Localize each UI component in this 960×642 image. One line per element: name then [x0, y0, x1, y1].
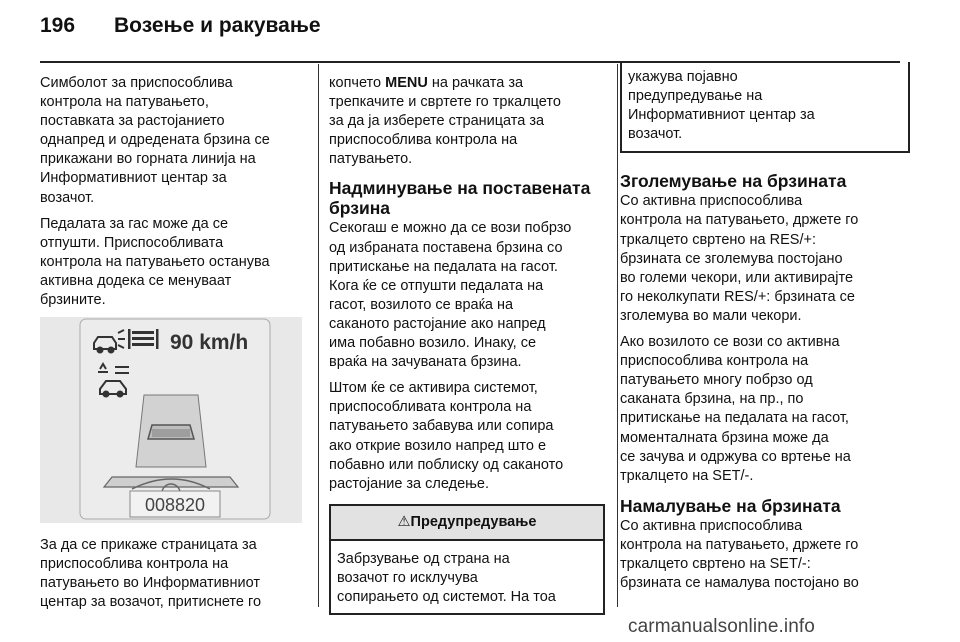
- paragraph-overtaking: Секогаш е можно да се вози побрзо од избраната поставена брзина со притискање на педалата на гасот. Кога ќе се отпушти педалата на гасот, возилото се враќа на саканото растојание ако напред има побавно возило. Инаку, се враќа на зачуваната брзина.: [329, 220, 572, 371]
- warning-header: [331, 506, 603, 541]
- paragraph-increase-speed: Со активна приспособлива контрола на патувањето, држете го тркалцето свртено на RES/+: брзината се зголемува постојано во големи чекори, или активирајте го неколкупати RES/+: брзината се зголемува во мали чекори.: [620, 193, 859, 324]
- paragraph-pedal: Педалата за гас може да се отпушти. Приспособливата контрола на патувањето останува активна додека се менуваат брзините.: [40, 215, 270, 309]
- menu-key-label: MENU: [385, 75, 428, 91]
- page-title: Возење и ракување: [114, 14, 321, 37]
- column-1: [40, 74, 306, 620]
- distance-bars-icon: [128, 329, 159, 349]
- warning-box-continued: укажува појавно предупредување на Информативниот центар за возачот.: [620, 62, 910, 153]
- section-heading-increase-speed: Зголемување на брзината: [620, 171, 847, 192]
- paragraph-menu-button: [329, 74, 605, 169]
- warning-box: [329, 504, 605, 615]
- warning-body: Забрзување од страна на возачот го исклучува сопирањето од системот. На тоа: [337, 550, 556, 606]
- watermark: carmanualsonline.info: [628, 616, 815, 637]
- column-divider-2: [617, 64, 618, 607]
- warning-title: Предупредување: [410, 513, 537, 530]
- paragraph-braking: Штом ќе се активира системот, приспособливата контрола на патувањето забавува или сопира ако открие возило напред што е побавно или поблиску од саканото растојание за следење.: [329, 380, 564, 492]
- paragraph-store-speed: Ако возилото се вози со активна приспособлива контрола на патувањето многу побрзо од саканата брзина, на пр., по притискање на педалата на гасот, моменталната брзина може да се зачува и одржува со вртење на тркалцето на SET/-.: [620, 334, 851, 484]
- paragraph-decrease-speed: Со активна приспособлива контрола на патувањето, држете го тркалцето свртено на SET/-: брзината се намалува постојано во: [620, 517, 859, 592]
- paragraph-display-page: За да се прикаже страницата за приспособлива контрола на патувањето во Информативниот центар за возачот, притиснете го: [40, 537, 262, 611]
- page-number: 196: [40, 14, 76, 37]
- warning-triangle-icon: ⚠: [397, 513, 411, 530]
- paragraph-symbol: Симболот за приспособлива контрола на патувањето, поставката за растојанието однапред и одредената брзина се прикажани во горната линија на Информативниот центар за возачот.: [40, 75, 270, 206]
- section-heading-overtaking: Надминување на поставената брзина: [329, 178, 591, 219]
- paragraph-menu-before: копчето: [329, 75, 386, 91]
- odometer-readout: 008820: [144, 495, 206, 516]
- cluster-display-svg: [40, 317, 302, 523]
- set-speed-readout: 90 km/h: [170, 331, 249, 355]
- cluster-display-figure: [40, 317, 302, 523]
- column-2: [329, 74, 605, 615]
- column-divider-1: [318, 64, 319, 607]
- section-heading-decrease-speed: Намалување на брзината: [620, 495, 841, 516]
- column-3: [620, 69, 910, 600]
- paragraph-menu-after: на рачката за трепкачите и свртете го тркалцето за да ја изберете страницата за приспособлива контрола на патувањето.: [329, 75, 561, 168]
